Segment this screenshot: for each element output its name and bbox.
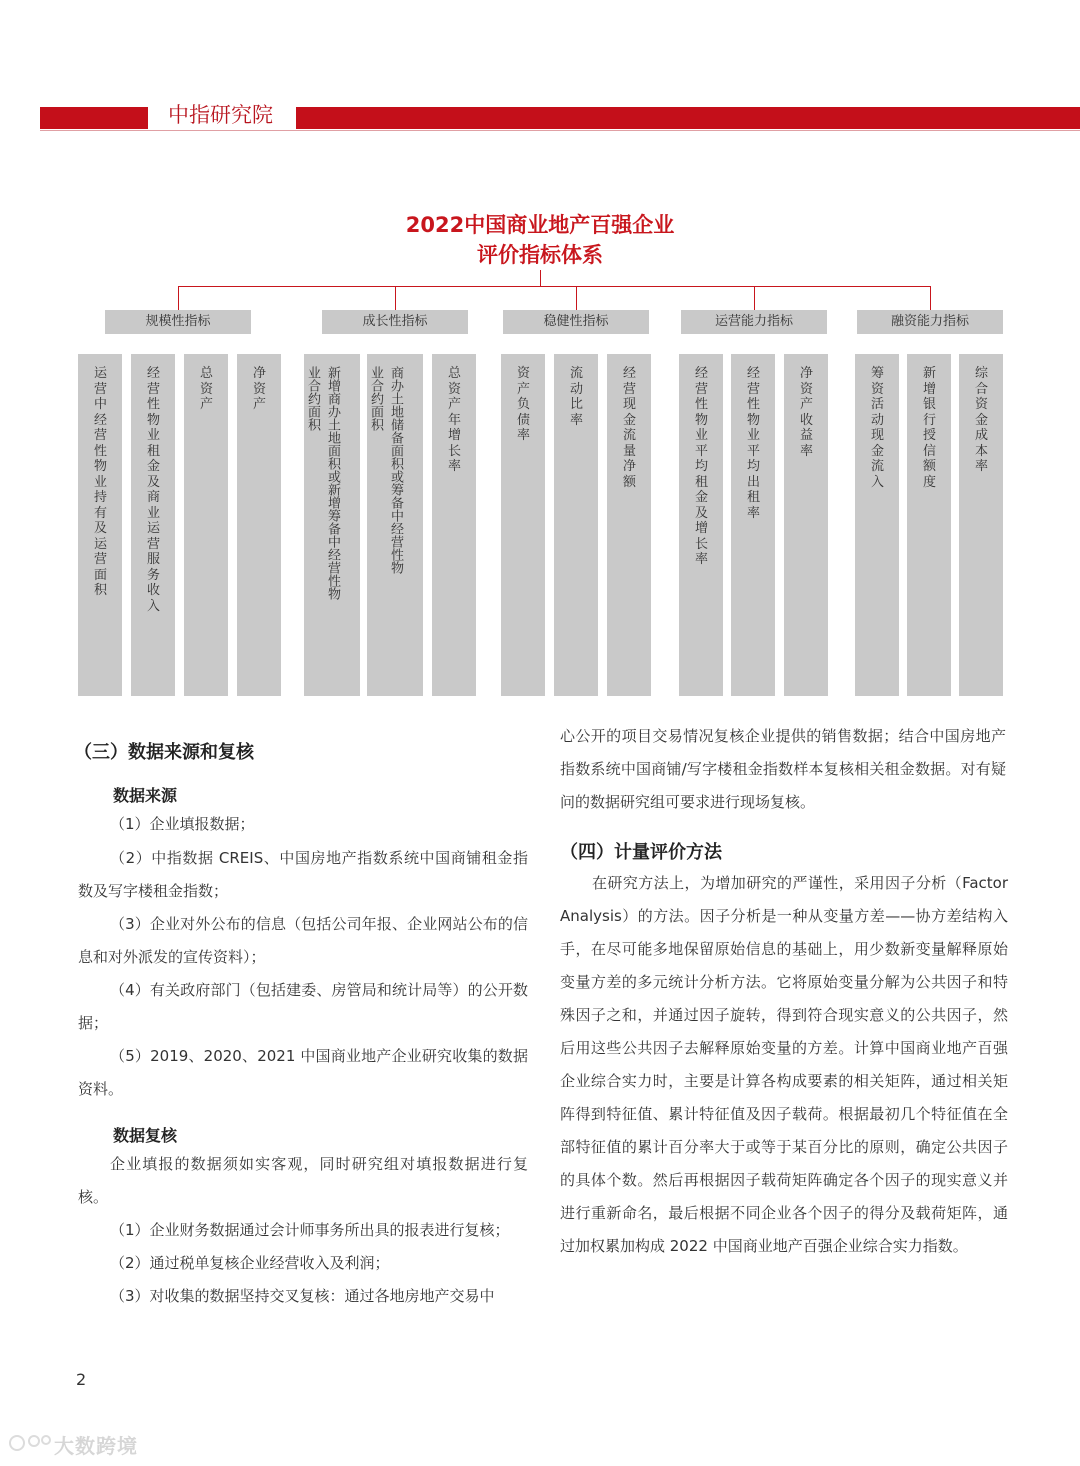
indicator-label: 综合资金成本率	[975, 366, 989, 474]
indicator-financing-inflow	[855, 354, 899, 696]
indicator-land-reserve	[367, 354, 423, 696]
indicator-label: 流动比率	[570, 366, 584, 428]
indicator-capital-cost	[959, 354, 1003, 696]
section4-title: （四）计量评价方法	[560, 842, 722, 863]
indicator-credit-line	[907, 354, 951, 696]
indicator-label: 新增商办土地面积或新增筹备中经营性物业合约面积	[305, 366, 340, 600]
review-continued: 心公开的项目交易情况复核企业提供的销售数据；结合中国房地产指数系统中国商铺/写字楼租金指数样本复核相关租金数据。对有疑问的数据研究组可要求进行现场复核。	[560, 727, 1006, 811]
category-stability: 稳健性指标	[503, 310, 649, 334]
indicator-label: 净资产收益率	[800, 366, 814, 459]
source-item-2: （2）中指数据 CREIS、中国房地产指数系统中国商铺租金指数及写字楼租金指数；	[78, 849, 528, 900]
source-item-1: （1）企业填报数据；	[110, 815, 255, 833]
indicator-new-land-area	[304, 354, 360, 696]
header-band-right	[296, 107, 1080, 129]
indicator-current-ratio	[554, 354, 598, 696]
indicator-label: 经营性物业平均租金及增长率	[695, 366, 709, 567]
review-item-3: （3）对收集的数据坚持交叉复核：通过各地房地产交易中	[110, 1287, 495, 1305]
category-scale: 规模性指标	[105, 310, 251, 334]
indicator-label: 筹资活动现金流入	[871, 366, 885, 490]
header-underline	[40, 130, 1080, 131]
indicator-label: 净资产	[253, 366, 267, 412]
indicator-label: 商办土地储备面积或筹备中经营性物业合约面积	[368, 366, 403, 574]
review-intro: 企业填报的数据须如实客观，同时研究组对填报数据进行复核。	[78, 1155, 528, 1206]
indicator-label: 新增银行授信额度	[923, 366, 937, 490]
indicator-total-assets	[184, 354, 228, 696]
tree-horizontal-bar	[178, 286, 930, 287]
indicator-label: 总资产	[200, 366, 214, 412]
tree-drop-5	[930, 286, 931, 310]
section3-title: （三）数据来源和复核	[74, 742, 254, 763]
tree-drop-3	[576, 286, 577, 310]
indicator-avg-rent	[679, 354, 723, 696]
chart-title-line2: 评价指标体系	[477, 243, 603, 267]
category-growth: 成长性指标	[322, 310, 468, 334]
watermark-text: 大数跨境	[54, 1434, 138, 1458]
indicator-label: 总资产年增长率	[448, 366, 462, 474]
indicator-debt-ratio	[501, 354, 545, 696]
method-paragraph: 在研究方法上，为增加研究的严谨性，采用因子分析（Factor Analysis）的方法。因子分析是一种从变量方差——协方差结构入手，在尽可能多地保留原始信息的基础上，用少数新变量解释原始变量方差的多元统计分析方法。它将原始变量分解为公共因子和特殊因子之和，并通过因子旋转，得到符合现实意义的公共因子，然后用这些公共因子去解释原始变量的方差。计算中国商业地产百强企业综合实力时，主要是计算各构成要素的相关矩阵，通过相关矩阵得到特征值、累计特征值及因子载荷。根据最初几个特征值在全部特征值的累计百分率大于或等于某百分比的原则，确定公共因子的具体个数。然后再根据因子载荷矩阵确定各个因子的现实意义并进行重新命名，最后根据不同企业各个因子的得分及载荷矩阵，通过加权累加构成 2022 中国商业地产百强企业综合实力指数。	[560, 874, 1008, 1255]
indicator-occupancy	[731, 354, 775, 696]
chart-title-line1: 2022中国商业地产百强企业	[405, 213, 675, 237]
indicator-label: 资产负债率	[517, 366, 531, 443]
indicator-label: 经营性物业平均出租率	[747, 366, 761, 521]
indicator-operating-area	[78, 354, 122, 696]
tree-drop-1	[178, 286, 179, 310]
indicator-cash-flow	[607, 354, 651, 696]
data-source-title: 数据来源	[113, 786, 178, 805]
tree-drop-2	[395, 286, 396, 310]
chart-title	[340, 210, 740, 270]
review-item-1: （1）企业财务数据通过会计师事务所出具的报表进行复核；	[110, 1221, 510, 1239]
indicator-roe	[784, 354, 828, 696]
tree-root-stem	[540, 270, 541, 286]
source-item-4: （4）有关政府部门（包括建委、房管局和统计局等）的公开数据；	[78, 981, 528, 1032]
indicator-rent-income	[131, 354, 175, 696]
category-operation: 运营能力指标	[681, 310, 827, 334]
source-item-3: （3）企业对外公布的信息（包括公司年报、企业网站公布的信息和对外派发的宣传资料）；	[78, 915, 528, 966]
review-item-2: （2）通过税单复核企业经营收入及利润；	[110, 1254, 390, 1272]
watermark-logo-icon	[8, 1432, 52, 1454]
indicator-label: 经营性物业租金及商业运营服务收入	[147, 366, 161, 614]
tree-drop-4	[754, 286, 755, 310]
source-item-5: （5）2019、2020、2021 中国商业地产企业研究收集的数据资料。	[78, 1047, 528, 1098]
indicator-asset-growth	[432, 354, 476, 696]
indicator-label: 经营现金流量净额	[623, 366, 637, 490]
data-review-title: 数据复核	[113, 1126, 178, 1145]
header-band-left	[40, 107, 148, 129]
indicator-net-assets	[237, 354, 281, 696]
page-number: 2	[76, 1370, 87, 1389]
indicator-label: 运营中经营性物业持有及运营面积	[94, 366, 108, 598]
category-financing: 融资能力指标	[857, 310, 1003, 334]
brand-name: 中指研究院	[168, 103, 273, 127]
